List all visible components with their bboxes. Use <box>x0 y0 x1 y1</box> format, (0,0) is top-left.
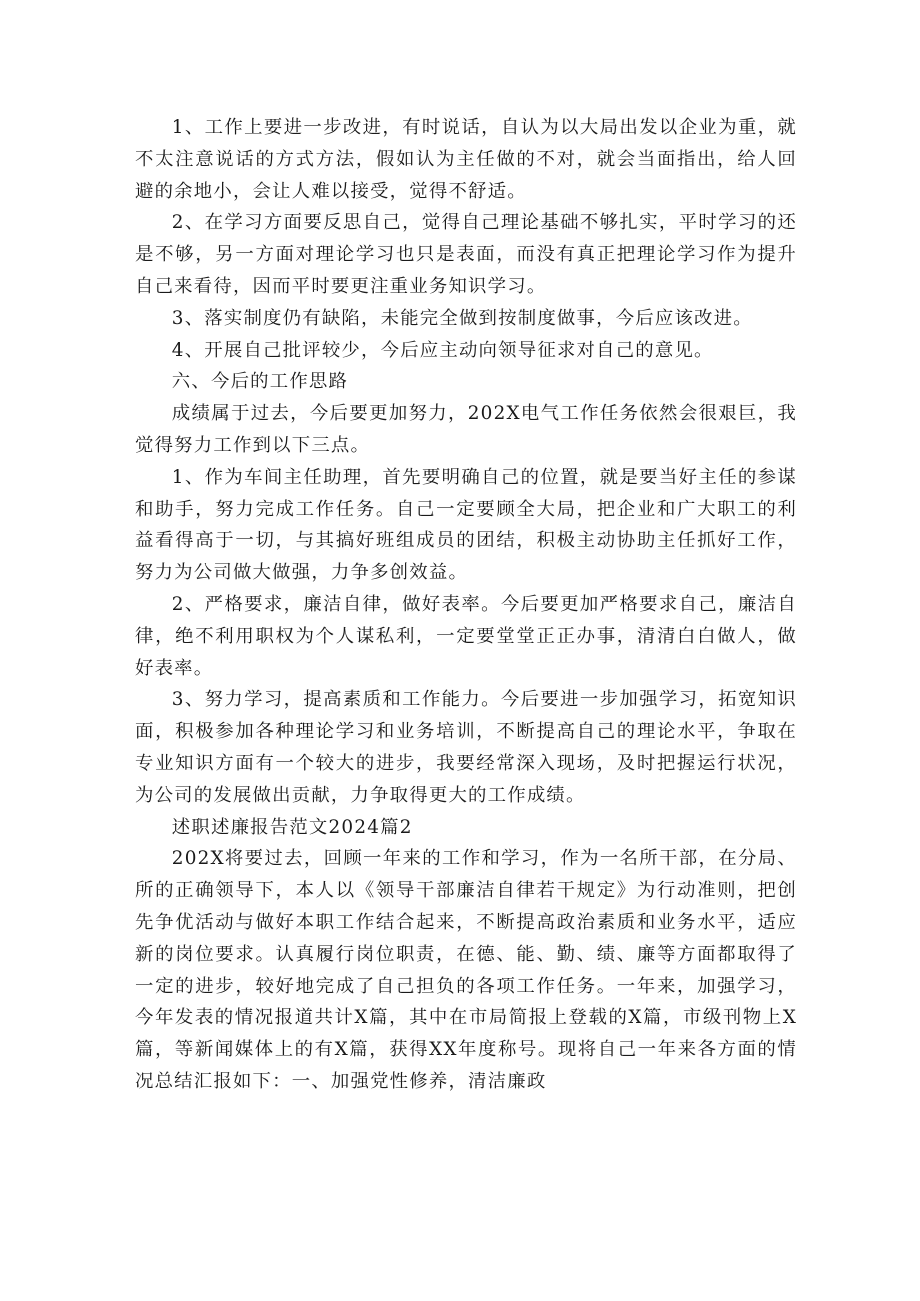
paragraph-improve-speech: 1、工作上要进一步改进，有时说话，自认为以大局出发以企业为重，就不太注意说话的方式方法，假如认为主任做的不对，就会当面指出，给人回避的余地小，会让人难以接受，觉得不舒适。 <box>135 117 797 202</box>
section-heading-future-work: 六、今后的工作思路 <box>171 371 349 393</box>
paragraph-self-criticism: 4、开展自己批评较少，今后应主动向领导征求对自己的意见。 <box>171 339 714 361</box>
document-body <box>135 112 797 1098</box>
paragraph-future-intro: 成绩属于过去，今后要更加努力，202X电气工作任务依然会很艰巨，我觉得努力工作到以下三点。 <box>135 403 797 456</box>
section-heading-report-2: 述职述廉报告范文2024篇2 <box>171 816 413 838</box>
paragraph-study-reflection: 2、在学习方面要反思自己，觉得自己理论基础不够扎实，平时学习的还是不够，另一方面对理论学习也只是表面，而没有真正把理论学习作为提升自己来看待，因而平时要更注重业务知识学习。 <box>135 212 797 297</box>
paragraph-strict-discipline: 2、严格要求，廉洁自律，做好表率。今后要更加严格要求自己，廉洁自律，绝不利用职权为个人谋私利，一定要堂堂正正办事，清清白白做人，做好表率。 <box>135 593 797 679</box>
paragraph-annual-review: 202X将要过去，回顾一年来的工作和学习，作为一名所干部，在分局、所的正确领导下，本人以《领导干部廉洁自律若干规定》为行动准则，把创先争优活动与做好本职工作结合起来，不断提高政治素质和业务水平，适应新的岗位要求。认真履行岗位职责，在德、能、勤、绩、廉等方面都取得了一定的进步，较好地完成了自己担负的各项工作任务。一年来，加强学习，今年发表的情况报道共计X篇，其中在市局简报上登载的X篇，市级刊物上X篇，等新闻媒体上的有X篇，获得XX年度称号。现将自己一年来各方面的情况总结汇报如下：一、加强党性修养，清洁廉政 <box>135 848 797 1092</box>
paragraph-assistant-role: 1、作为车间主任助理，首先要明确自己的位置，就是要当好主任的参谋和助手，努力完成工作任务。自己一定要顾全大局，把企业和广大职工的利益看得高于一切，与其搞好班组成员的团结，积极主动协助主任抓好工作，努力为公司做大做强，力争多创效益。 <box>135 466 797 584</box>
paragraph-study-ability: 3、努力学习，提高素质和工作能力。今后要进一步加强学习，拓宽知识面，积极参加各种理论学习和业务培训，不断提高自己的理论水平，争取在专业知识方面有一个较大的进步，我要经常深入现场，及时把握运行状况，为公司的发展做出贡献，力争取得更大的工作成绩。 <box>135 689 797 806</box>
paragraph-system-implementation: 3、落实制度仍有缺陷，未能完全做到按制度做事，今后应该改进。 <box>171 307 753 329</box>
